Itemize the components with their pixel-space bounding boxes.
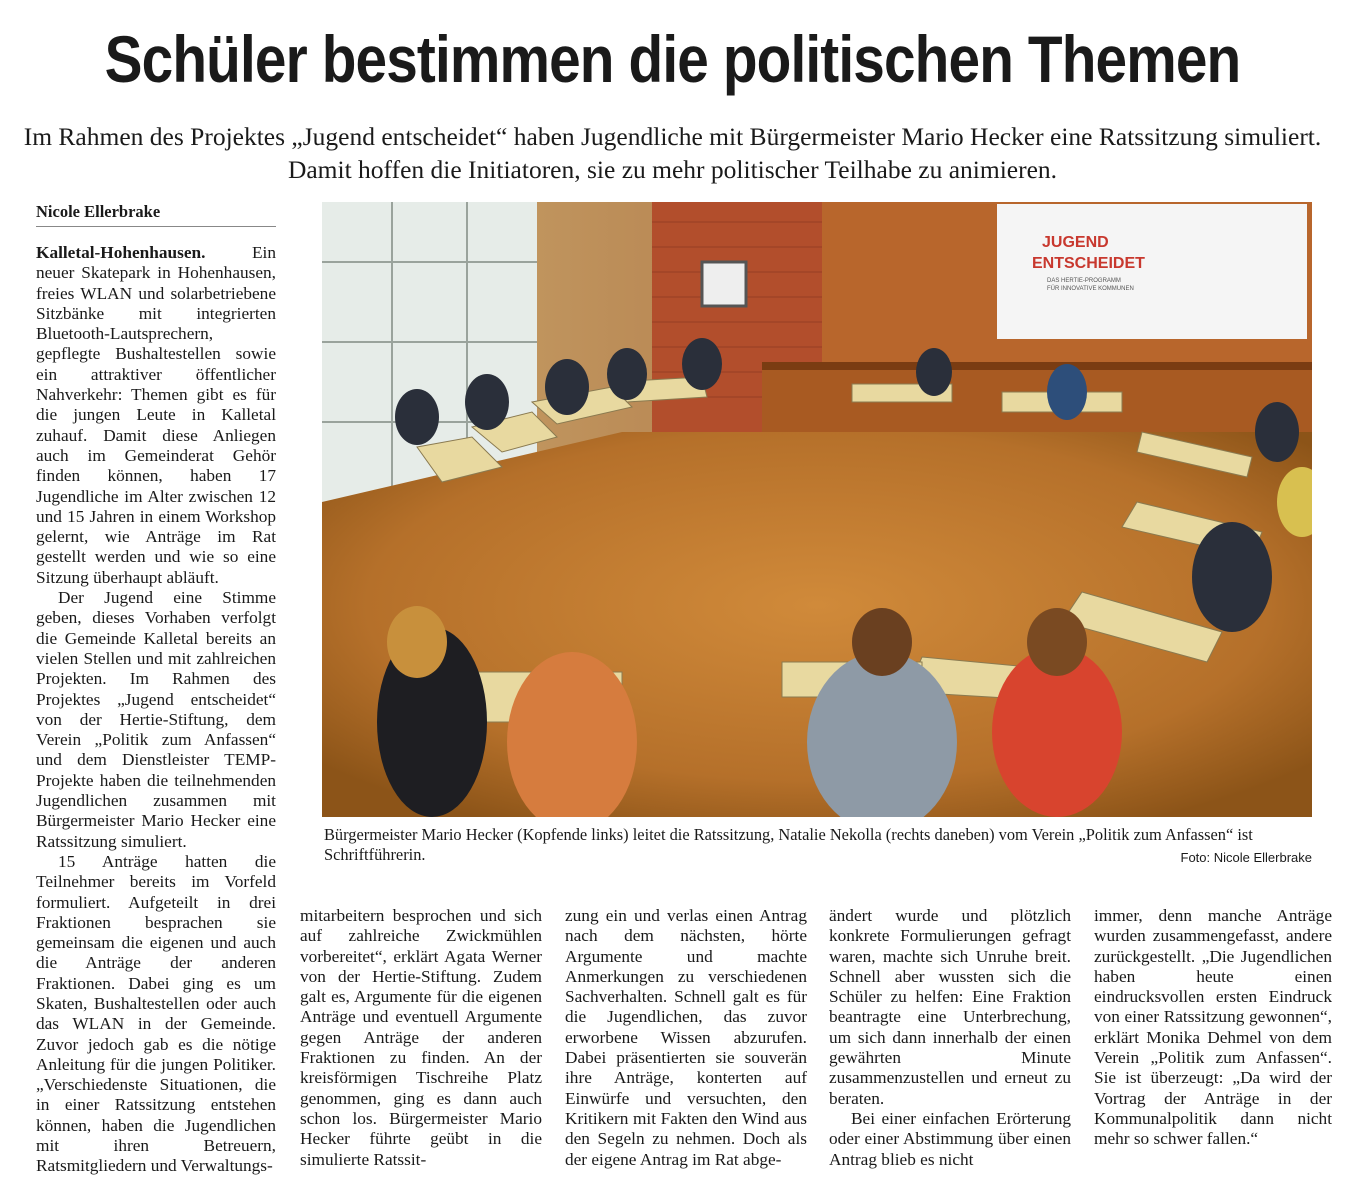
- photo-illustration: [322, 202, 1312, 817]
- subheadline: Im Rahmen des Projektes „Jugend entscheidet“ haben Jugendliche mit Bürgermeister Mario Hecker eine Ratssitzung simuliert. Damit hoffen die Initiatoren, sie zu mehr politischer Teilhabe zu animieren.: [23, 122, 1322, 184]
- photo-credit: Foto: Nicole Ellerbrake: [1180, 850, 1312, 865]
- paragraph: ändert wurde und plötzlich konkrete Formulierungen gefragt waren, machte sich Unruhe breit. Schnell aber wussten sich die Schüler zu helfen: Eine Fraktion beantragte eine Unterbrechung, um sich dann innerhalb der einen gewährten Minute zusammenzustellen und erneut zu beraten.: [829, 906, 1071, 1108]
- dateline: Kalletal-Hohenhausen.: [36, 243, 206, 262]
- slide-line-4: FÜR INNOVATIVE KOMMUNEN: [1047, 286, 1134, 292]
- paragraph: zung ein und verlas einen Antrag nach dem nächsten, hörte Argumente und machte Anmerkungen zu verschiedenen Sachverhalten. Schnell galt es für die Jugendlichen, das zuvor erworbene Wissen abzurufen. Dabei präsentierten sie souverän ihre Anträge, konterten auf Einwürfe und versuchten, den Kritikern mit Fakten den Wind aus den Segeln zu nehmen. Doch als der eigene Antrag im Rat abge-: [565, 906, 807, 1169]
- paragraph: Bei einer einfachen Erörterung oder einer Abstimmung über einen Antrag blieb es nicht: [829, 1108, 1071, 1169]
- text-column-4: [829, 906, 1071, 1170]
- photo-caption: Bürgermeister Mario Hecker (Kopfende links) leitet die Ratssitzung, Natalie Nekolla (rechts daneben) vom Verein „Politik zum Anfassen“ ist Schriftführerin.: [324, 825, 1253, 864]
- article-photo: [322, 202, 1312, 817]
- text-column-3: [565, 906, 807, 1170]
- slide-line-1: JUGEND: [1042, 234, 1109, 251]
- text-column-2: [300, 906, 542, 1170]
- text-column-1: [36, 243, 276, 1177]
- paragraph: [36, 243, 276, 588]
- paragraph: mitarbeitern besprochen und sich auf zahlreiche Zwickmühlen vorbereitet“, erklärt Agata Werner von der Hertie-Stiftung. Zudem galt es, Argumente für die eigenen Anträge und eventuell Argumente gegen Anträge der anderen Fraktionen zu finden. An der kreisförmigen Tischreihe Platz genommen, ging es dann auch schon los. Bürgermeister Mario Hecker führte geübt in die simulierte Ratssit-: [300, 906, 542, 1169]
- headline: Schüler bestimmen die politischen Themen: [104, 22, 1241, 96]
- text-column-5: [1094, 906, 1332, 1150]
- paragraph: immer, denn manche Anträge wurden zusammengefasst, andere zurückgestellt. „Die Jugendlichen haben heute einen eindrucksvollen ersten Eindruck von einer Ratssitzung gewonnen“, erklärt Monika Dehmel von dem Verein „Politik zum Anfassen“. Sie ist überzeugt: „Da wird der Vortrag der Anträge in der Kommunalpolitik dann nicht mehr so schwer fallen.“: [1094, 906, 1332, 1149]
- paragraph: Der Jugend eine Stimme geben, dieses Vorhaben verfolgt die Gemeinde Kalletal bereits an vielen Stellen und mit zahlreichen Projekten. Im Rahmen des Projektes „Jugend entscheidet“ von der Hertie-Stiftung, dem Verein „Politik zum Anfassen“ und dem Dienstleister TEMP-Projekte haben die teilnehmenden Jugendlichen zusammen mit Bürgermeister Mario Hecker eine Ratssitzung simuliert.: [36, 588, 276, 851]
- byline: Nicole Ellerbrake: [36, 201, 276, 227]
- slide-line-2: ENTSCHEIDET: [1032, 255, 1145, 272]
- slide-line-3: DAS HERTIE-PROGRAMM: [1047, 278, 1121, 284]
- paragraph: 15 Anträge hatten die Teilnehmer bereits im Vorfeld formuliert. Aufgeteilt in drei Fraktionen besprachen sie gemeinsam die eigenen und auch die Anträge der anderen Fraktionen. Dabei ging es um Skaten, Bushaltestellen oder auch das WLAN in der Gemeinde. Zuvor jedoch gab es die nötige Anleitung für die jungen Politiker. „Verschiedenste Situationen, die in einer Ratssitzung entstehen können, haben die Jugendlichen mit ihren Betreuern, Ratsmitgliedern und Verwaltungs-: [36, 851, 276, 1176]
- paragraph-text: Ein neuer Skatepark in Hohenhausen, freies WLAN und solarbetriebene Sitzbänke mit integrierten Bluetooth-Lautsprechern, gepflegte Bushaltestellen sowie ein attraktiver öffentlicher Nahverkehr: Themen gibt es für die jungen Leute in Kalletal zuhauf. Damit diese Anliegen auch im Gemeinderat Gehör finden können, haben 17 Jugendliche im Alter zwischen 12 und 15 Jahren in einem Workshop gelernt, wie Anträge im Rat gestellt werden und wie so eine Sitzung überhaupt abläuft.: [36, 243, 276, 587]
